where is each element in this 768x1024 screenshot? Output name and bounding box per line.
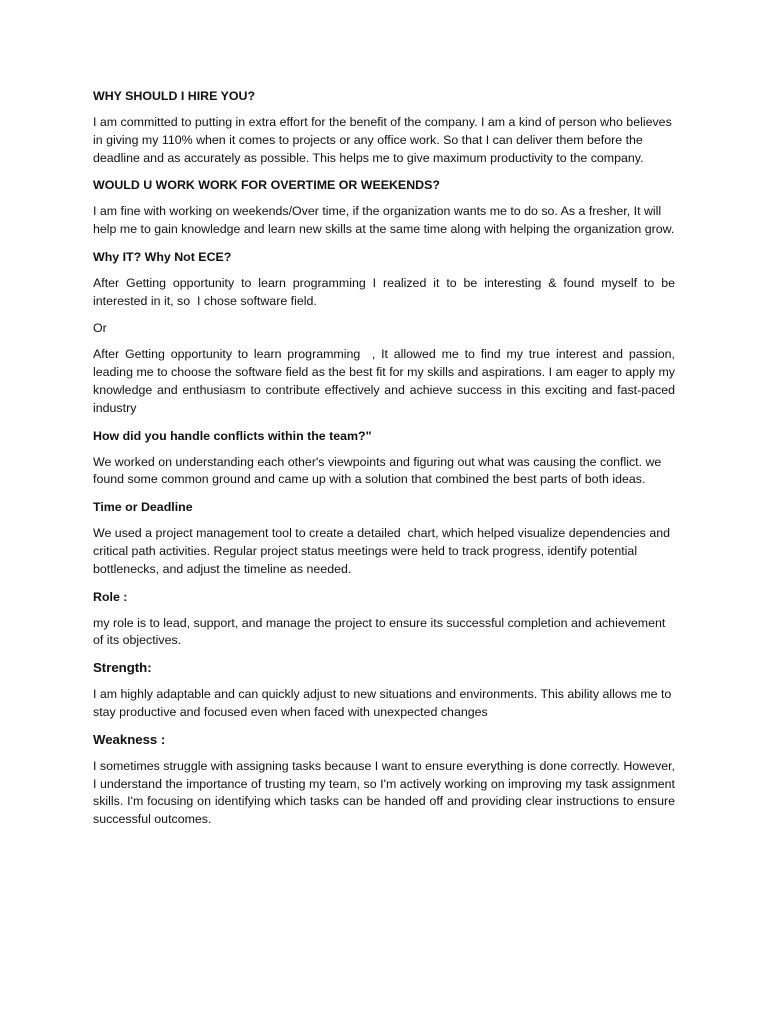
section-hire-you xyxy=(93,87,675,167)
section-heading: Role : xyxy=(93,589,128,604)
section-heading: How did you handle conflicts within the team?" xyxy=(93,428,372,443)
section-paragraph: We worked on understanding each other's viewpoints and figuring out what was causing the conflict. we found some common ground and came up with a solution that combined the best parts of both ideas. xyxy=(93,454,665,487)
section-paragraph: We used a project management tool to create a detailed chart, which helped visualize dependencies and critical path activities. Regular project status meetings were held to track progress, identify potential bottlenecks, and adjust the timeline as needed. xyxy=(93,526,674,576)
section-conflicts xyxy=(93,427,675,490)
section-why-it xyxy=(93,248,679,418)
section-paragraph: I am highly adaptable and can quickly adjust to new situations and environments. This ability allows me to stay productive and focused even when faced with unexpected changes xyxy=(93,687,675,719)
section-overtime xyxy=(93,176,675,239)
section-heading: Why IT? Why Not ECE? xyxy=(93,249,232,264)
section-weakness xyxy=(93,731,679,829)
section-heading: WOULD U WORK WORK FOR OVERTIME OR WEEKENDS? xyxy=(93,178,440,193)
section-heading: Strength: xyxy=(93,660,152,676)
section-strength xyxy=(93,659,675,722)
section-paragraph: After Getting opportunity to learn programming , It allowed me to find my true interest and passion, leading me to choose the software field as the best fit for my skills and aspirations. I am eager to apply my knowledge and enthusiasm to contribute effectively and achieve success in this exciting and fast-paced industry xyxy=(93,347,679,415)
section-paragraph: Or xyxy=(93,320,107,335)
section-paragraph: I am fine with working on weekends/Over time, if the organization wants me to do so. As a fresher, It will help me to gain knowledge and learn new skills at the same time along with helping the organization grow. xyxy=(93,204,675,237)
document-page xyxy=(93,87,679,838)
section-heading: WHY SHOULD I HIRE YOU? xyxy=(93,89,256,103)
section-heading: Time or Deadline xyxy=(93,500,193,515)
section-paragraph: I am committed to putting in extra effort for the benefit of the company. I am a kind of person who believes in giving my 110% when it comes to projects or any office work. So that I can deliver them before the deadline and as accurately as possible. This helps me to give maximum productivity to the company. xyxy=(93,115,676,165)
section-role xyxy=(93,588,675,651)
section-heading: Weakness : xyxy=(93,731,166,747)
section-paragraph: After Getting opportunity to learn programming I realized it to be interesting & found myself to be interested in it, so I chose software field. xyxy=(93,275,679,308)
section-deadline xyxy=(93,498,675,578)
section-paragraph: my role is to lead, support, and manage the project to ensure its successful completion and achievement of its objectives. xyxy=(93,615,669,648)
section-paragraph: I sometimes struggle with assigning tasks because I want to ensure everything is done correctly. However, I understand the importance of trusting my team, so I'm actively working on improving my task assignment skills. I'm focusing on identifying which tasks can be handed off and providing clear instructions to ensure successful outcomes. xyxy=(93,758,679,827)
